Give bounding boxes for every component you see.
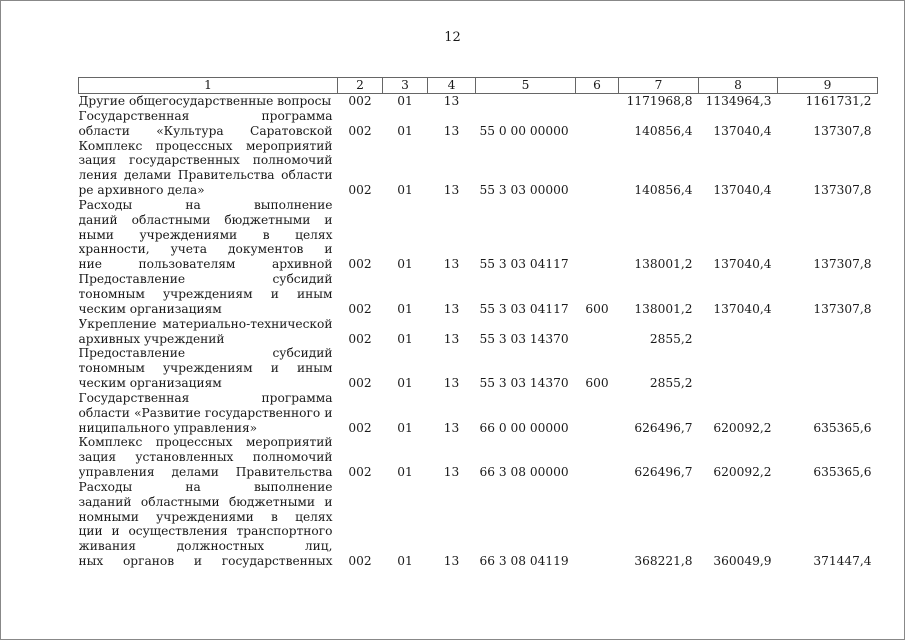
cell-c9: 137307,8 xyxy=(813,257,872,272)
cell-c4: 13 xyxy=(443,301,460,316)
cell-c9: 635365,6 xyxy=(813,420,872,435)
cell-c8: 137040,4 xyxy=(713,257,772,272)
cell-c7: 1171968,8 xyxy=(626,94,693,108)
description-line: ления делами Правительства области xyxy=(78,168,333,183)
row-description xyxy=(79,198,338,272)
cell-c6 xyxy=(576,94,619,109)
cell-c8: 620092,2 xyxy=(713,465,772,480)
column-header-2: 2 xyxy=(338,78,383,94)
table-row xyxy=(79,139,878,198)
cell-c4: 13 xyxy=(443,376,460,391)
table-row xyxy=(79,317,878,347)
row-description xyxy=(79,346,338,391)
cell-c6 xyxy=(576,391,619,436)
cell-c6 xyxy=(576,435,619,480)
cell-c7: 140856,4 xyxy=(634,123,693,138)
cell-c3: 01 xyxy=(397,420,413,435)
description-line: номными учреждениями в целях xyxy=(78,509,333,524)
cell-c5: 66 3 08 00000 xyxy=(479,465,569,480)
description-line: Комплекс процессных мероприятий xyxy=(78,138,333,153)
cell-c5: 55 0 00 00000 xyxy=(479,123,569,138)
description-line: области «Развитие государственного и xyxy=(78,405,333,420)
cell-c3: 01 xyxy=(397,257,413,272)
description-line: Расходы на выполнение xyxy=(78,479,333,494)
column-header-5: 5 xyxy=(476,78,576,94)
description-line: Предоставление субсидий xyxy=(78,346,333,361)
cell-c2: 002 xyxy=(348,376,372,391)
description-line: ческим организациям xyxy=(78,301,222,316)
cell-c4: 13 xyxy=(443,420,460,435)
cell-c8: 620092,2 xyxy=(713,420,772,435)
cell-c6 xyxy=(576,198,619,272)
cell-c4: 13 xyxy=(443,465,460,480)
description-line: хранности, учета документов и xyxy=(78,242,333,257)
cell-c4: 13 xyxy=(443,257,460,272)
row-description xyxy=(79,480,338,569)
cell-c6 xyxy=(576,480,619,569)
table-row xyxy=(79,94,878,109)
description-line: ре архивного дела» xyxy=(78,183,205,198)
cell-c6: 600 xyxy=(585,301,609,316)
row-description xyxy=(79,139,338,198)
cell-c4: 13 xyxy=(443,123,460,138)
description-line: даний областными бюджетными и xyxy=(78,212,333,227)
cell-c3: 01 xyxy=(397,465,413,480)
description-line: зация государственных полномочий xyxy=(78,153,333,168)
cell-c7: 626496,7 xyxy=(634,465,693,480)
page-number: 12 xyxy=(444,30,461,45)
cell-c7: 140856,4 xyxy=(634,183,693,198)
column-header-9: 9 xyxy=(778,78,878,94)
cell-c8: 360049,9 xyxy=(713,554,772,569)
cell-c9: 137307,8 xyxy=(813,183,872,198)
cell-c2: 002 xyxy=(348,94,372,108)
cell-c4: 13 xyxy=(443,331,460,346)
cell-c2: 002 xyxy=(348,465,372,480)
cell-c7: 626496,7 xyxy=(634,420,693,435)
description-line: ческим организациям xyxy=(78,376,222,391)
table-row xyxy=(79,198,878,272)
description-line: архивных учреждений xyxy=(78,331,225,346)
cell-c6 xyxy=(576,139,619,198)
cell-c7: 368221,8 xyxy=(634,554,693,569)
table-row xyxy=(79,346,878,391)
cell-c4: 13 xyxy=(443,554,460,569)
column-header-3: 3 xyxy=(383,78,428,94)
cell-c3: 01 xyxy=(397,123,413,138)
cell-c2: 002 xyxy=(348,554,372,569)
cell-c3: 01 xyxy=(397,94,413,108)
column-header-6: 6 xyxy=(576,78,619,94)
cell-c5: 55 3 03 14370 xyxy=(479,331,569,346)
cell-c3: 01 xyxy=(397,376,413,391)
cell-c5 xyxy=(476,94,576,109)
column-header-1: 1 xyxy=(79,78,338,94)
cell-c7: 138001,2 xyxy=(634,301,693,316)
description-line: зация установленных полномочий xyxy=(78,450,333,465)
description-line: живания должностных лиц, xyxy=(78,539,333,554)
description-line: Государственная программа xyxy=(78,390,333,405)
cell-c6 xyxy=(576,317,619,347)
cell-c8: 1134964,3 xyxy=(705,94,772,108)
description-line: управления делами Правительства xyxy=(78,465,333,480)
description-line: тономным учреждениям и иным xyxy=(78,286,333,301)
cell-c9: 371447,4 xyxy=(813,554,872,569)
cell-c9: 635365,6 xyxy=(813,465,872,480)
cell-c2: 002 xyxy=(348,331,372,346)
description-line: ными учреждениями в целях xyxy=(78,227,333,242)
cell-c5: 66 3 08 04119 xyxy=(479,554,569,569)
row-description xyxy=(79,435,338,480)
table-row xyxy=(79,480,878,569)
description-line: ных органов и государственных xyxy=(78,554,333,569)
cell-c5: 66 0 00 00000 xyxy=(479,420,569,435)
row-description xyxy=(79,109,338,139)
header-row xyxy=(79,78,878,94)
description-line: области «Культура Саратовской xyxy=(78,123,333,138)
column-header-7: 7 xyxy=(619,78,699,94)
cell-c5: 55 3 03 00000 xyxy=(479,183,569,198)
cell-c2: 002 xyxy=(348,123,372,138)
cell-c2: 002 xyxy=(348,257,372,272)
table-row xyxy=(79,109,878,139)
table-row xyxy=(79,272,878,317)
row-description xyxy=(79,94,338,109)
cell-c4: 13 xyxy=(443,183,460,198)
cell-c9: 1161731,2 xyxy=(805,94,872,108)
cell-c5: 55 3 03 14370 xyxy=(479,376,569,391)
row-description xyxy=(79,317,338,347)
table-row xyxy=(79,435,878,480)
description-line: Комплекс процессных мероприятий xyxy=(78,435,333,450)
cell-c8 xyxy=(699,317,778,347)
cell-c3: 01 xyxy=(397,183,413,198)
cell-c3: 01 xyxy=(397,554,413,569)
row-description xyxy=(79,272,338,317)
cell-c3: 01 xyxy=(397,301,413,316)
cell-c6 xyxy=(576,109,619,139)
description-line: Государственная программа xyxy=(78,108,333,123)
cell-c7: 2855,2 xyxy=(649,376,693,391)
cell-c8: 137040,4 xyxy=(713,183,772,198)
budget-table xyxy=(78,77,878,569)
description-line: тономным учреждениям и иным xyxy=(78,361,333,376)
cell-c8 xyxy=(699,346,778,391)
cell-c7: 2855,2 xyxy=(649,331,693,346)
description-line: Укрепление материально-технической xyxy=(78,316,333,331)
cell-c3: 01 xyxy=(397,331,413,346)
column-header-4: 4 xyxy=(428,78,476,94)
cell-c2: 002 xyxy=(348,301,372,316)
table-row xyxy=(79,391,878,436)
description-line: Другие общегосударственные вопросы xyxy=(78,94,332,108)
cell-c9 xyxy=(778,317,878,347)
cell-c5: 55 3 03 04117 xyxy=(479,257,569,272)
column-header-8: 8 xyxy=(699,78,778,94)
cell-c8: 137040,4 xyxy=(713,301,772,316)
description-line: Расходы на выполнение xyxy=(78,197,333,212)
cell-c9: 137307,8 xyxy=(813,123,872,138)
cell-c2: 002 xyxy=(348,420,372,435)
row-description xyxy=(79,391,338,436)
cell-c9 xyxy=(778,346,878,391)
table-body xyxy=(79,94,878,570)
description-line: ции и осуществления транспортного xyxy=(78,524,333,539)
description-line: заданий областными бюджетными и xyxy=(78,494,333,509)
cell-c7: 138001,2 xyxy=(634,257,693,272)
cell-c4: 13 xyxy=(443,94,460,108)
description-line: ниципального управления» xyxy=(78,420,258,435)
description-line: ние пользователям архивной xyxy=(78,257,333,272)
cell-c2: 002 xyxy=(348,183,372,198)
cell-c8: 137040,4 xyxy=(713,123,772,138)
cell-c6: 600 xyxy=(585,376,609,391)
cell-c5: 55 3 03 04117 xyxy=(479,301,569,316)
description-line: Предоставление субсидий xyxy=(78,272,333,287)
cell-c9: 137307,8 xyxy=(813,301,872,316)
